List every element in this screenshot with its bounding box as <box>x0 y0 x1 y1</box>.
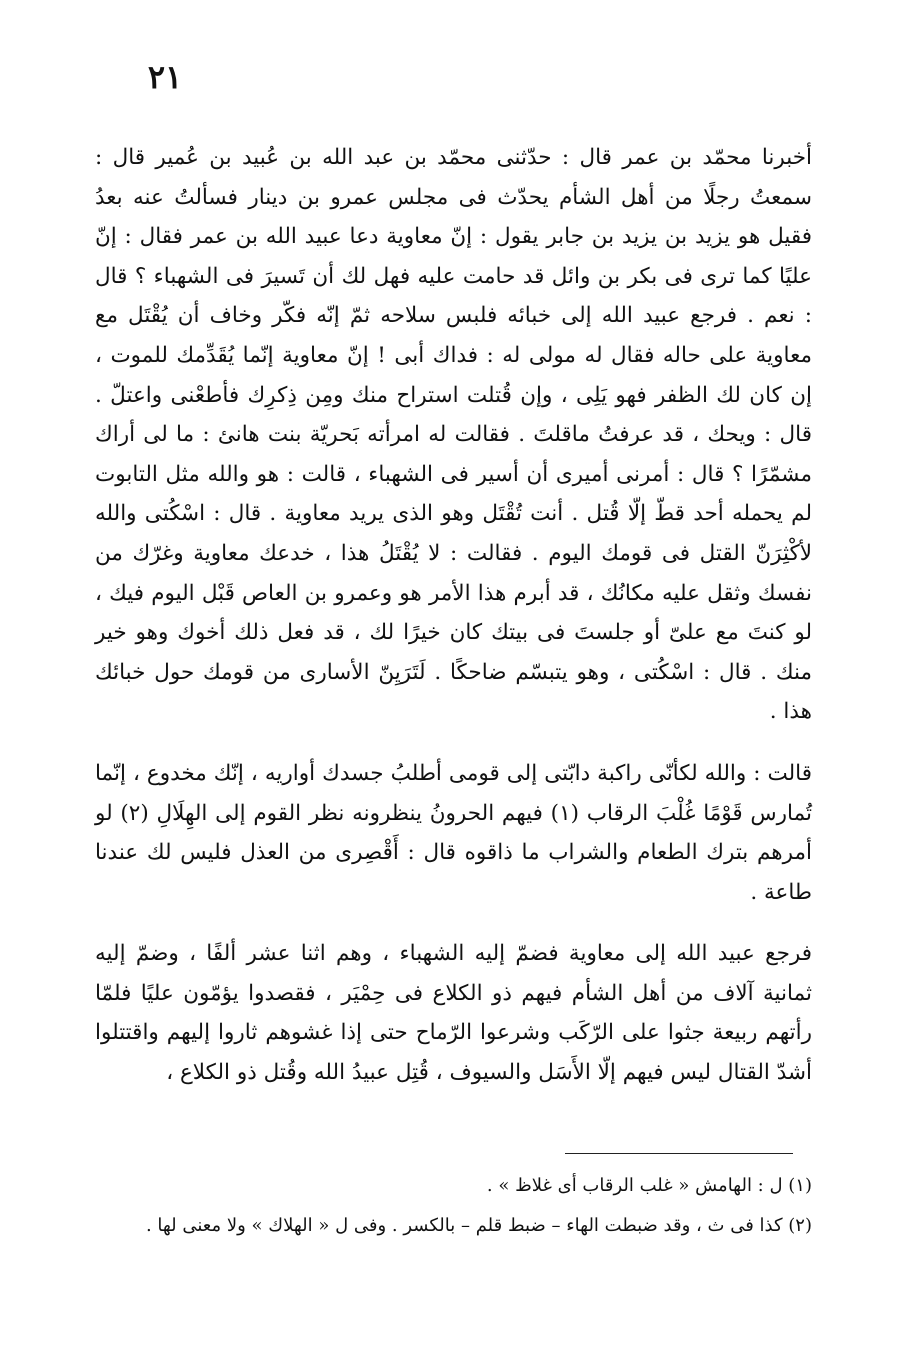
paragraph-3: فرجع عبيد الله إلى معاوية فضمّ إليه الشهباء ، وهم اثنا عشر ألفًا ، وضمّ إليه ثمانية آلاف من أهل الشأم فيهم ذو الكلاع فى حِمْيَر ، فقصدوا يؤمّون عليًا فلمّا رأتهم ربيعة جثوا على الرّكَب وشرعوا الرّماح حتى إذا غشوهم ثاروا إليهم واقتتلوا أشدّ القتال ليس فيهم إلّا الأَسَل والسيوف ، قُتِل عبيدُ الله وقُتل ذو الكلاع ، <box>95 941 812 1086</box>
main-text <box>95 138 812 1093</box>
footnote-divider <box>565 1153 793 1154</box>
footnotes <box>100 1166 812 1246</box>
paragraph-1: أخبرنا محمّد بن عمر قال : حدّثنى محمّد بن عبد الله بن عُبيد بن عُمير قال : سمعتُ رجلًا من أهل الشأم يحدّث فى مجلس عمرو بن دينار فسألتُ عنه بعدُ فقيل هو يزيد بن يزيد بن جابر يقول : إنّ معاوية دعا عبيد الله بن عمر فقال : إنّ عليًا كما ترى فى بكر بن وائل قد حامت عليه فهل لك أن تَسيرَ فى الشهباء ؟ قال : نعم . فرجع عبيد الله إلى خبائه فلبس سلاحه ثمّ إنّه فكّر وخاف أن يُقْتَل مع معاوية على حاله فقال له مولى له : فداك أبى ! إنّ معاوية إنّما يُقَدِّمك للموت ، إن كان لك الظفر فهو يَلِى ، وإن قُتلت استراح منك ومِن ذِكرِك فأطعْنى واعتلّ . قال : ويحك ، قد عرفتُ ماقلتَ . فقالت له امرأته بَحريّة بنت هانئ : ما لى أراك مشمّرًا ؟ قال : أمرنى أميرى أن أسير فى الشهباء ، قالت : هو والله مثل التابوت لم يحمله أحد قطّ إلّا قُتل . أنت تُقْتَل وهو الذى يريد معاوية . قال : اسْكُتى والله لأكْثِرَنّ القتل فى قومك اليوم . فقالت : لا يُقْتَلُ هذا ، خدعك معاوية وغرّك من نفسك وثقل عليه مكانُك ، قد أبرم هذا الأمر هو وعمرو بن العاص قَبْل اليوم فيك ، لو كنتَ مع علىّ أو جلستَ فى بيتك كان خيرًا لك ، قد فعل ذلك أخوك وهو خير منك . قال : اسْكُتى ، وهو يتبسّم ضاحكًا . لَتَرَيِنّ الأسارى من قومك حول خبائك هذا . <box>95 145 812 725</box>
footnote-2: (٢) كذا فى ث ، وقد ضبطت الهاء – ضبط قلم – بالكسر . وفى ل « الهلاك » ولا معنى لها . <box>145 1215 812 1236</box>
page-number: ٢١ <box>147 58 183 96</box>
paragraph-2: قالت : والله لكأنّى راكبة دابّتى إلى قومى أطلبُ جسدك أواريه ، إنّك مخدوع ، إنّما تُمارس قَوْمًا غُلْبَ الرقاب (١) فيهم الحرونُ ينظرونه نظر القوم إلى الهِلَالِ (٢) لو أمرهم بترك الطعام والشراب ما ذاقوه قال : أَقْصِرى من العذل فليس لك عندنا طاعة . <box>95 760 812 905</box>
footnote-1: (١) ل : الهامش « غلب الرقاب أى غلاظ » . <box>486 1175 812 1196</box>
